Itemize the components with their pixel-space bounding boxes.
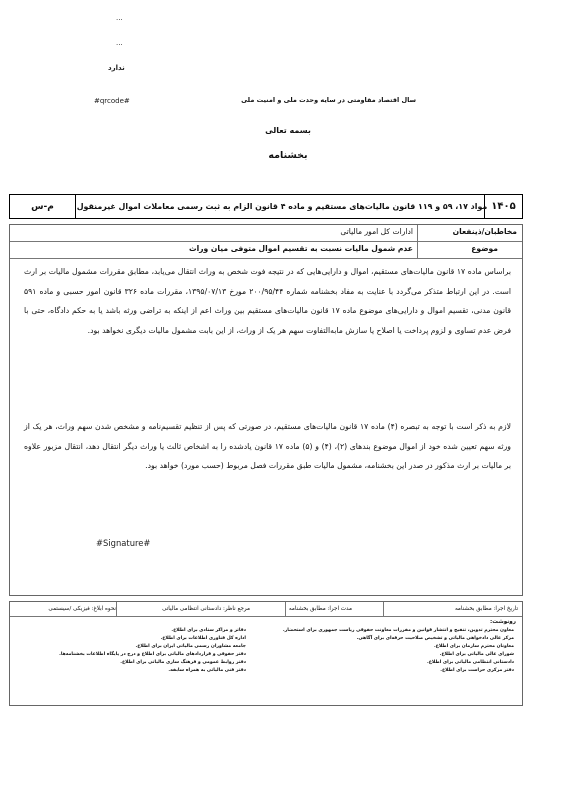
addressees-row — [10, 225, 522, 241]
addressees-value: ادارات کل امور مالیاتی — [340, 227, 413, 236]
copy-recipient: معاونان محترم سازمان برای اطلاع. — [433, 644, 514, 649]
header-attachment: ندارد — [108, 64, 125, 72]
copy-recipient: دفتر روابط عمومی و فرهنگ سازی مالیاتی برای اطلاع. — [120, 660, 246, 665]
footer-delivery: نحوه ابلاغ: فیزیکی /سیستمی — [48, 606, 116, 612]
signature-placeholder: #Signature# — [96, 538, 151, 548]
circular-code: م-س — [31, 201, 54, 212]
header-dots-top: ... — [116, 14, 123, 22]
copy-recipient: معاون محترم تدوین، تنقیح و انتشار قوانین و مقررات معاونت حقوقی ریاست جمهوری برای استحضار. — [282, 628, 514, 633]
subject-value: عدم شمول مالیات نسبت به تقسیم اموال متوفی میان وراث — [188, 244, 413, 253]
copy-recipient: دفتر حقوقی و قراردادهای مالیاتی برای اطلاع و درج در پایگاه اطلاعات بخشنامه‌ها. — [59, 652, 246, 657]
footer-issue-date: تاریخ اجرا: مطابق بخشنامه — [454, 606, 518, 612]
copies-label: رونوشت: — [490, 619, 516, 625]
footer-reference: مرجع ناظر: دادستانی انتظامی مالیاتی — [162, 606, 250, 612]
body-paragraph-2: لازم به ذکر است با توجه به تبصره (۴) ماده ۱۷ قانون مالیات‌های مستقیم، در صورتی که پس از تنظیم تقسیم‌نامه و مشخص شدن سهم وراث، هر یک از ورثه سهم تعیین شده خود از اموال موضوع بندهای (۲)، (۴) و (۵) ماده ۱۷ قانون یادشده را به اشخاص ثالث یا وراث دیگر انتقال دهد، انتقال مزبور علاوه بر مالیات بر ارث مذکور در صدر این بخشنامه، مشمول مالیات طبق مقررات فصل مربوط (حسب مورد) خواهد بود. — [24, 422, 511, 471]
subject-label: موضوع — [471, 244, 498, 253]
footer-validity: مدت اجرا: مطابق بخشنامه — [288, 606, 352, 612]
content-panel — [9, 224, 523, 596]
copy-recipient: مرکز عالی دادخواهی مالیاتی و تشخیص صلاحیت حرفه‌ای برای آگاهی. — [356, 636, 514, 641]
subject-row — [10, 242, 522, 258]
copies-list-right — [283, 627, 514, 675]
header-dots-mid: ... — [116, 39, 123, 47]
circular-number: ۱۴۰۵ — [491, 201, 516, 212]
body-paragraph-1: براساس ماده ۱۷ قانون مالیات‌های مستقیم، اموال و دارایی‌هایی که در نتیجه فوت شخص به وراث انتقال می‌یابد، مطابق مقررات مشمول مالیات بر ارث است. در این ارتباط متذکر می‌گردد با عنایت به مفاد بخشنامه شماره ۲۰۰/۹۵/۴۴ مورخ ۱۳۹۵/۰۷/۱۳، مقررات ماده ۳۲۶ قانون امور حسبی و ماده ۵۹۱ قانون مدنی، تقسیم اموال و دارایی‌های موضوع ماده ۱۷ قانون مالیات‌های مستقیم بین وراث اعم از اینکه به تراضی ورثه باشد یا به حکم دادگاه، حتی با فرض عدم تساوی و لزوم پرداخت یا اصلاح یا سازش مابه‌التفاوت سهم هر یک از وراث، از این بابت مشمول مالیات دیگری نخواهد بود. — [24, 267, 512, 335]
copy-recipient: دفتر فنی مالیاتی به همراه سابقه. — [168, 668, 246, 673]
copy-recipient: جامعه مشاوران رسمی مالیاتی ایران برای اطلاع. — [135, 644, 246, 649]
qrcode-placeholder: #qrcode# — [94, 97, 130, 105]
copy-recipient: اداره کل فناوری اطلاعات برای اطلاع. — [160, 636, 246, 641]
document-type: بخشنامه — [268, 150, 308, 161]
copy-recipient: شورای عالی مالیاتی برای اطلاع. — [439, 652, 514, 657]
circular-subject: مواد ۱۷، ۵۹ و ۱۱۹ قانون مالیات‌های مستقیم و ماده ۴ قانون الزام به ثبت رسمی معاملات اموال غیرمنقول — [76, 202, 488, 211]
footer-panel — [9, 601, 523, 706]
copy-recipient: دفتر مرکزی حراست برای اطلاع. — [440, 668, 514, 673]
copy-recipient: دفاتر و مراکز ستادی برای اطلاع. — [171, 628, 246, 633]
title-bar — [9, 194, 523, 219]
copies-list-left — [59, 627, 246, 675]
copy-recipient: دادستانی انتظامی مالیاتی برای اطلاع. — [427, 660, 514, 665]
addressees-label: مخاطبان/ذینفعان — [452, 227, 517, 236]
year-slogan: سال اقتصاد مقاومتی در سایه وحدت ملی و امنیت ملی — [241, 96, 416, 104]
bismillah: بسمه تعالی — [265, 126, 311, 135]
